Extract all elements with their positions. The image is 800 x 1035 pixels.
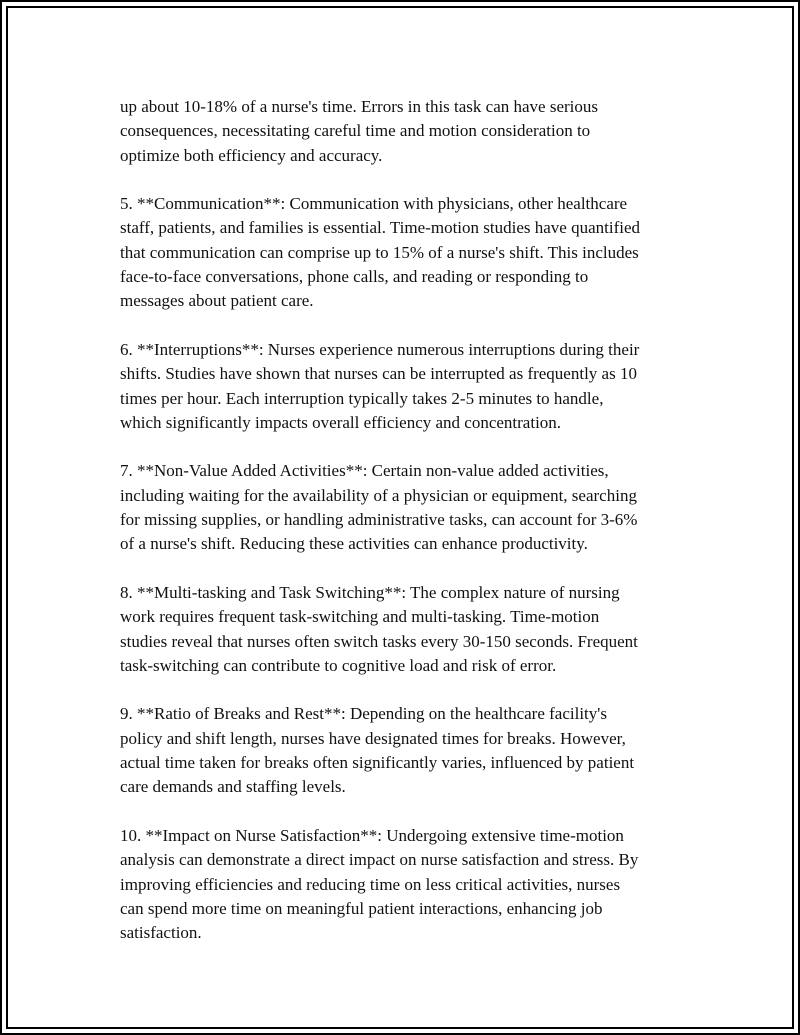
text-line: which significantly impacts overall efficiency and concentration. bbox=[120, 412, 562, 432]
paragraph-breaks bbox=[120, 702, 700, 799]
text-line: 6. **Interruptions**: Nurses experience numerous interruptions during their bbox=[120, 339, 640, 359]
paragraph-multitasking bbox=[120, 581, 700, 678]
text-line: care demands and staffing levels. bbox=[120, 777, 346, 797]
text-line: shifts. Studies have shown that nurses can be interrupted as frequently as 10 bbox=[120, 364, 637, 384]
text-line: that communication can comprise up to 15% of a nurse's shift. This includes bbox=[120, 242, 639, 262]
paragraph-interruptions bbox=[120, 338, 700, 435]
text-line: face-to-face conversations, phone calls, and reading or responding to bbox=[120, 267, 589, 287]
text-line: 8. **Multi-tasking and Task Switching**: The complex nature of nursing bbox=[120, 582, 620, 602]
text-line: improving efficiencies and reducing time on less critical activities, nurses bbox=[120, 874, 621, 894]
text-line: satisfaction. bbox=[120, 923, 202, 943]
paragraph-satisfaction bbox=[120, 824, 700, 945]
paragraph-continuation bbox=[120, 95, 700, 168]
paragraph-non-value-added bbox=[120, 459, 700, 556]
text-line: of a nurse's shift. Reducing these activities can enhance productivity. bbox=[120, 534, 588, 554]
text-line: task-switching can contribute to cognitive load and risk of error. bbox=[120, 655, 557, 675]
text-line: studies reveal that nurses often switch tasks every 30-150 seconds. Frequent bbox=[120, 631, 638, 651]
text-line: up about 10-18% of a nurse's time. Errors in this task can have serious bbox=[120, 97, 599, 116]
paragraph-communication bbox=[120, 192, 700, 313]
text-line: policy and shift length, nurses have designated times for breaks. However, bbox=[120, 728, 626, 748]
text-line: including waiting for the availability of a physician or equipment, searching bbox=[120, 485, 637, 505]
text-line: can spend more time on meaningful patient interactions, enhancing job bbox=[120, 898, 603, 918]
text-line: 7. **Non-Value Added Activities**: Certain non-value added activities, bbox=[120, 461, 609, 481]
text-line: 10. **Impact on Nurse Satisfaction**: Undergoing extensive time-motion bbox=[120, 825, 624, 845]
text-line: messages about patient care. bbox=[120, 291, 314, 311]
text-line: 9. **Ratio of Breaks and Rest**: Depending on the healthcare facility's bbox=[120, 704, 607, 724]
text-line: consequences, necessitating careful time and motion consideration to bbox=[120, 121, 591, 141]
text-line: staff, patients, and families is essential. Time-motion studies have quantified bbox=[120, 218, 640, 238]
text-line: optimize both efficiency and accuracy. bbox=[120, 145, 383, 165]
text-line: 5. **Communication**: Communication with physicians, other healthcare bbox=[120, 194, 628, 214]
text-line: times per hour. Each interruption typically takes 2-5 minutes to handle, bbox=[120, 388, 604, 408]
text-line: work requires frequent task-switching and multi-tasking. Time-motion bbox=[120, 607, 600, 627]
document-body bbox=[120, 95, 700, 970]
text-line: actual time taken for breaks often significantly varies, influenced by patient bbox=[120, 753, 635, 773]
text-line: for missing supplies, or handling administrative tasks, can account for 3-6% bbox=[120, 510, 638, 530]
text-line: analysis can demonstrate a direct impact on nurse satisfaction and stress. By bbox=[120, 850, 639, 870]
